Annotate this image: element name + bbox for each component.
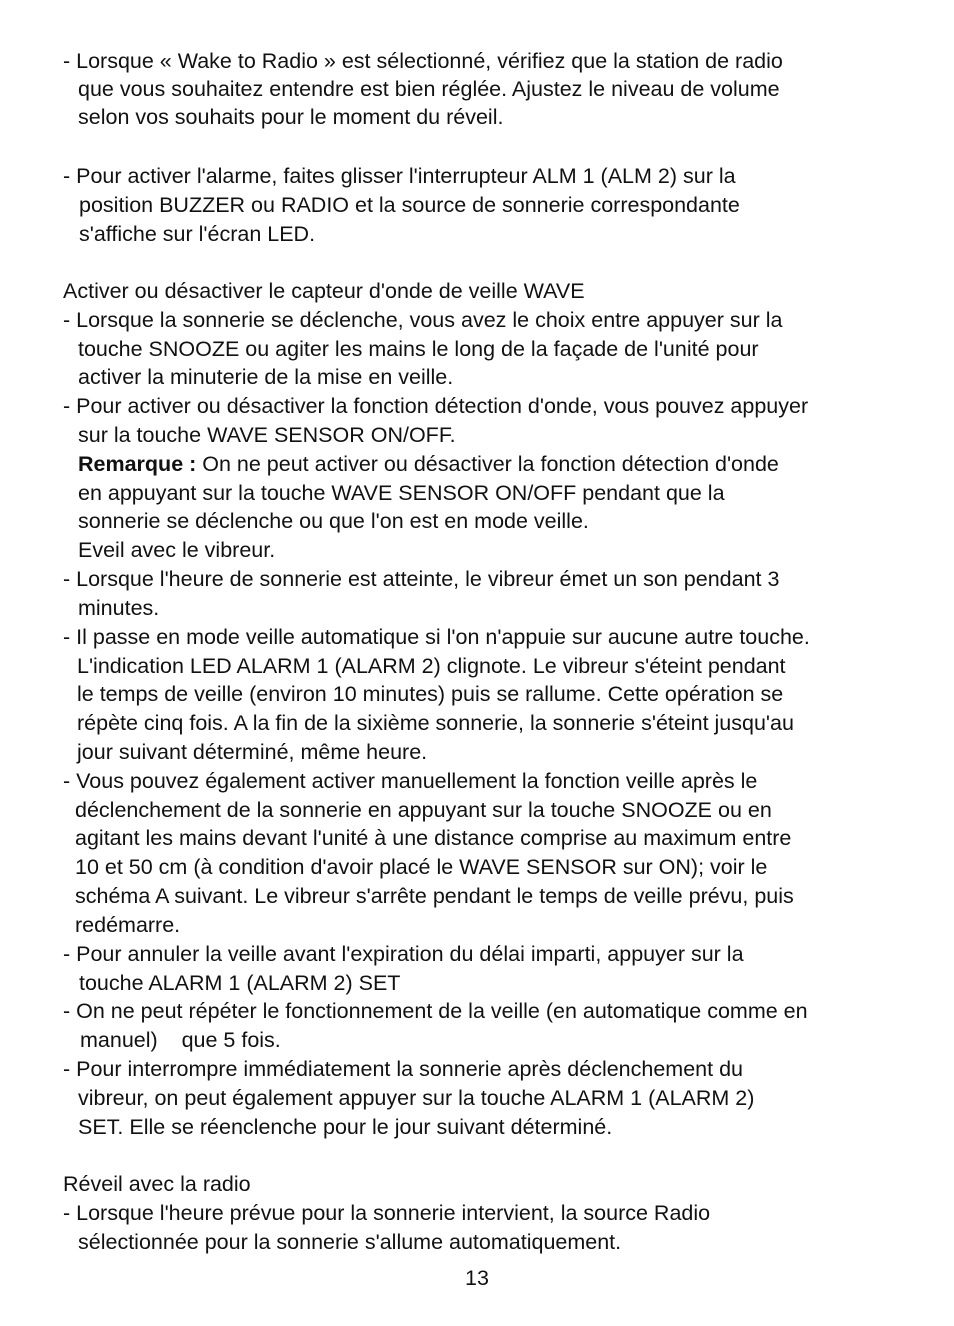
text-line: sélectionnée pour la sonnerie s'allume automatiquement. <box>78 1230 622 1254</box>
text-line: - Lorsque l'heure prévue pour la sonnerie intervient, la source Radio <box>63 1201 711 1225</box>
note-line <box>78 450 779 478</box>
text-line: - On ne peut répéter le fonctionnement de la veille (en automatique comme en <box>63 999 808 1023</box>
text-line: déclenchement de la sonnerie en appuyant sur la touche SNOOZE ou en <box>75 798 772 822</box>
text-line: sur la touche WAVE SENSOR ON/OFF. <box>78 423 456 447</box>
section-heading: Réveil avec la radio <box>63 1172 251 1196</box>
section-heading: Activer ou désactiver le capteur d'onde de veille WAVE <box>63 279 585 303</box>
note-label: Remarque : <box>78 452 197 476</box>
text-line: touche SNOOZE ou agiter les mains le long de la façade de l'unité pour <box>78 337 759 361</box>
text-line: - Pour activer ou désactiver la fonction détection d'onde, vous pouvez appuyer <box>63 394 809 418</box>
text-line: vibreur, on peut également appuyer sur la touche ALARM 1 (ALARM 2) <box>78 1086 755 1110</box>
text-line: minutes. <box>78 596 160 620</box>
text-line: s'affiche sur l'écran LED. <box>79 222 316 246</box>
text-line: - Pour activer l'alarme, faites glisser l'interrupteur ALM 1 (ALM 2) sur la <box>63 164 736 188</box>
text-line: répète cinq fois. A la fin de la sixième sonnerie, la sonnerie s'éteint jusqu'au <box>77 711 794 735</box>
text-line: L'indication LED ALARM 1 (ALARM 2) clignote. Le vibreur s'éteint pendant <box>77 654 786 678</box>
note-text: On ne peut activer ou désactiver la fonction détection d'onde <box>196 452 779 476</box>
text-line: selon vos souhaits pour le moment du réveil. <box>78 105 504 129</box>
text-line: jour suivant déterminé, même heure. <box>77 740 428 764</box>
text-line: 10 et 50 cm (à condition d'avoir placé le WAVE SENSOR sur ON); voir le <box>75 855 768 879</box>
text-line: SET. Elle se réenclenche pour le jour suivant déterminé. <box>78 1115 613 1139</box>
text-line: - Pour interrompre immédiatement la sonnerie après déclenchement du <box>63 1057 743 1081</box>
text-line: activer la minuterie de la mise en veille. <box>78 365 454 389</box>
text-line: - Lorsque « Wake to Radio » est sélectionné, vérifiez que la station de radio <box>63 49 783 73</box>
text-line: Eveil avec le vibreur. <box>78 538 276 562</box>
text-line: sonnerie se déclenche ou que l'on est en mode veille. <box>78 509 589 533</box>
text-line: redémarre. <box>75 913 181 937</box>
text-line: agitant les mains devant l'unité à une distance comprise au maximum entre <box>75 826 792 850</box>
text-line: touche ALARM 1 (ALARM 2) SET <box>79 971 401 995</box>
text-line: - Lorsque la sonnerie se déclenche, vous avez le choix entre appuyer sur la <box>63 308 783 332</box>
page-number: 13 <box>465 1266 489 1290</box>
text-line: le temps de veille (environ 10 minutes) puis se rallume. Cette opération se <box>77 682 784 706</box>
text-line: schéma A suivant. Le vibreur s'arrête pendant le temps de veille prévu, puis <box>75 884 794 908</box>
text-line: manuel) que 5 fois. <box>80 1028 281 1052</box>
text-line: que vous souhaitez entendre est bien réglée. Ajustez le niveau de volume <box>78 77 780 101</box>
text-line: en appuyant sur la touche WAVE SENSOR ON/OFF pendant que la <box>78 481 725 505</box>
text-line: - Pour annuler la veille avant l'expiration du délai imparti, appuyer sur la <box>63 942 744 966</box>
text-line: - Vous pouvez également activer manuellement la fonction veille après le <box>63 769 758 793</box>
text-line: - Il passe en mode veille automatique si l'on n'appuie sur aucune autre touche. <box>63 625 810 649</box>
text-line: - Lorsque l'heure de sonnerie est atteinte, le vibreur émet un son pendant 3 <box>63 567 780 591</box>
text-line: position BUZZER ou RADIO et la source de sonnerie correspondante <box>79 193 740 217</box>
